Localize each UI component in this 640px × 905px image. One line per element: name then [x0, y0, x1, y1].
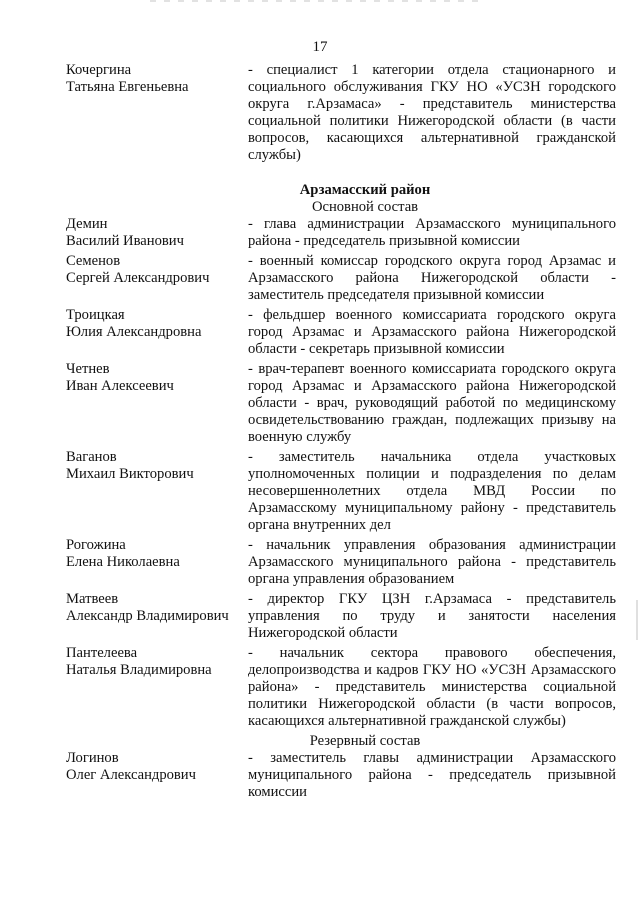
reserve-composition-list	[66, 750, 616, 801]
page-number: 17	[312, 39, 328, 55]
member-entry	[66, 750, 616, 801]
member-given-names: Александр Владимирович	[66, 608, 229, 624]
member-name	[66, 307, 248, 358]
member-role: - фельдшер военного комиссариата городского округа город Арзамас и Арзамасского района Нижегородской области - секретарь призывной комиссии	[248, 307, 616, 357]
member-surname: Кочергина	[66, 62, 132, 78]
member-entry	[66, 307, 616, 358]
member-name	[66, 449, 248, 534]
member-given-names: Сергей Александрович	[66, 270, 210, 286]
member-name	[66, 591, 248, 642]
member-role: - начальник сектора правового обеспечения, делопроизводства и кадров ГКУ НО «УСЗН Арзамасского района» - представитель министерства социальной политики Нижегородской области (в части вопросов, касающихся альтернативной гражданской службы)	[248, 645, 616, 729]
member-entry	[66, 449, 616, 534]
main-composition-title: Основной состав	[311, 199, 419, 215]
member-surname: Логинов	[66, 750, 119, 766]
member-entry	[66, 537, 616, 588]
member-name	[66, 750, 248, 801]
member-given-names: Иван Алексеевич	[66, 378, 174, 394]
member-entry	[66, 216, 616, 250]
entries-continued	[66, 62, 616, 164]
member-surname: Пантелеева	[66, 645, 138, 661]
member-surname: Матвеев	[66, 591, 119, 607]
member-given-names: Михаил Викторович	[66, 466, 194, 482]
member-role: - врач-терапевт военного комиссариата городского округа город Арзамас и Арзамасского района Нижегородской области - врач, руководящий работой по медицинскому освидетельствованию граждан, подлежащих призыву на военную службу	[248, 361, 616, 445]
member-surname: Рогожина	[66, 537, 126, 553]
member-given-names: Елена Николаевна	[66, 554, 180, 570]
scan-edge-mark	[636, 600, 638, 640]
member-given-names: Олег Александрович	[66, 767, 196, 783]
member-name	[66, 253, 248, 304]
member-entry	[66, 253, 616, 304]
member-role: - заместитель главы администрации Арзамасского муниципального района - председатель призывной комиссии	[248, 750, 616, 800]
member-surname: Четнев	[66, 361, 110, 377]
member-entry	[66, 361, 616, 446]
member-role: - специалист 1 категории отдела стационарного и социального обслуживания ГКУ НО «УСЗН городского округа г.Арзамаса» - представитель министерства социальной политики Нижегородской области (в части вопросов, касающихся альтернативной гражданской службы)	[248, 62, 616, 163]
member-given-names: Татьяна Евгеньевна	[66, 79, 189, 95]
member-entry	[66, 645, 616, 730]
member-name	[66, 62, 248, 164]
main-composition-list	[66, 216, 616, 730]
district-title: Арзамасский район	[299, 182, 431, 198]
member-entry	[66, 591, 616, 642]
member-name	[66, 361, 248, 446]
member-given-names: Юлия Александровна	[66, 324, 202, 340]
document-body	[66, 62, 616, 804]
member-role: - начальник управления образования администрации Арзамасского муниципального района - представитель органа управления образованием	[248, 537, 616, 587]
member-role: - директор ГКУ ЦЗН г.Арзамаса - представитель управления по труду и занятости населения Нижегородской области	[248, 591, 616, 641]
member-role: - глава администрации Арзамасского муниципального района - председатель призывной комиссии	[248, 216, 616, 249]
member-surname: Ваганов	[66, 449, 117, 465]
member-name	[66, 216, 248, 250]
member-surname: Демин	[66, 216, 108, 232]
member-name	[66, 537, 248, 588]
member-role: - военный комиссар городского округа город Арзамас и Арзамасского района Нижегородской области - заместитель председателя призывной комиссии	[248, 253, 616, 303]
member-given-names: Наталья Владимировна	[66, 662, 212, 678]
member-surname: Троицкая	[66, 307, 125, 323]
scan-artifact	[150, 0, 480, 2]
member-role: - заместитель начальника отдела участковых уполномоченных полиции и подразделения по делам несовершеннолетних отдела МВД России по Арзамасскому муниципальному району - представитель органа внутренних дел	[248, 449, 616, 533]
reserve-composition-title: Резервный состав	[309, 733, 421, 749]
member-surname: Семенов	[66, 253, 121, 269]
member-given-names: Василий Иванович	[66, 233, 184, 249]
member-name	[66, 645, 248, 730]
member-entry	[66, 62, 616, 164]
